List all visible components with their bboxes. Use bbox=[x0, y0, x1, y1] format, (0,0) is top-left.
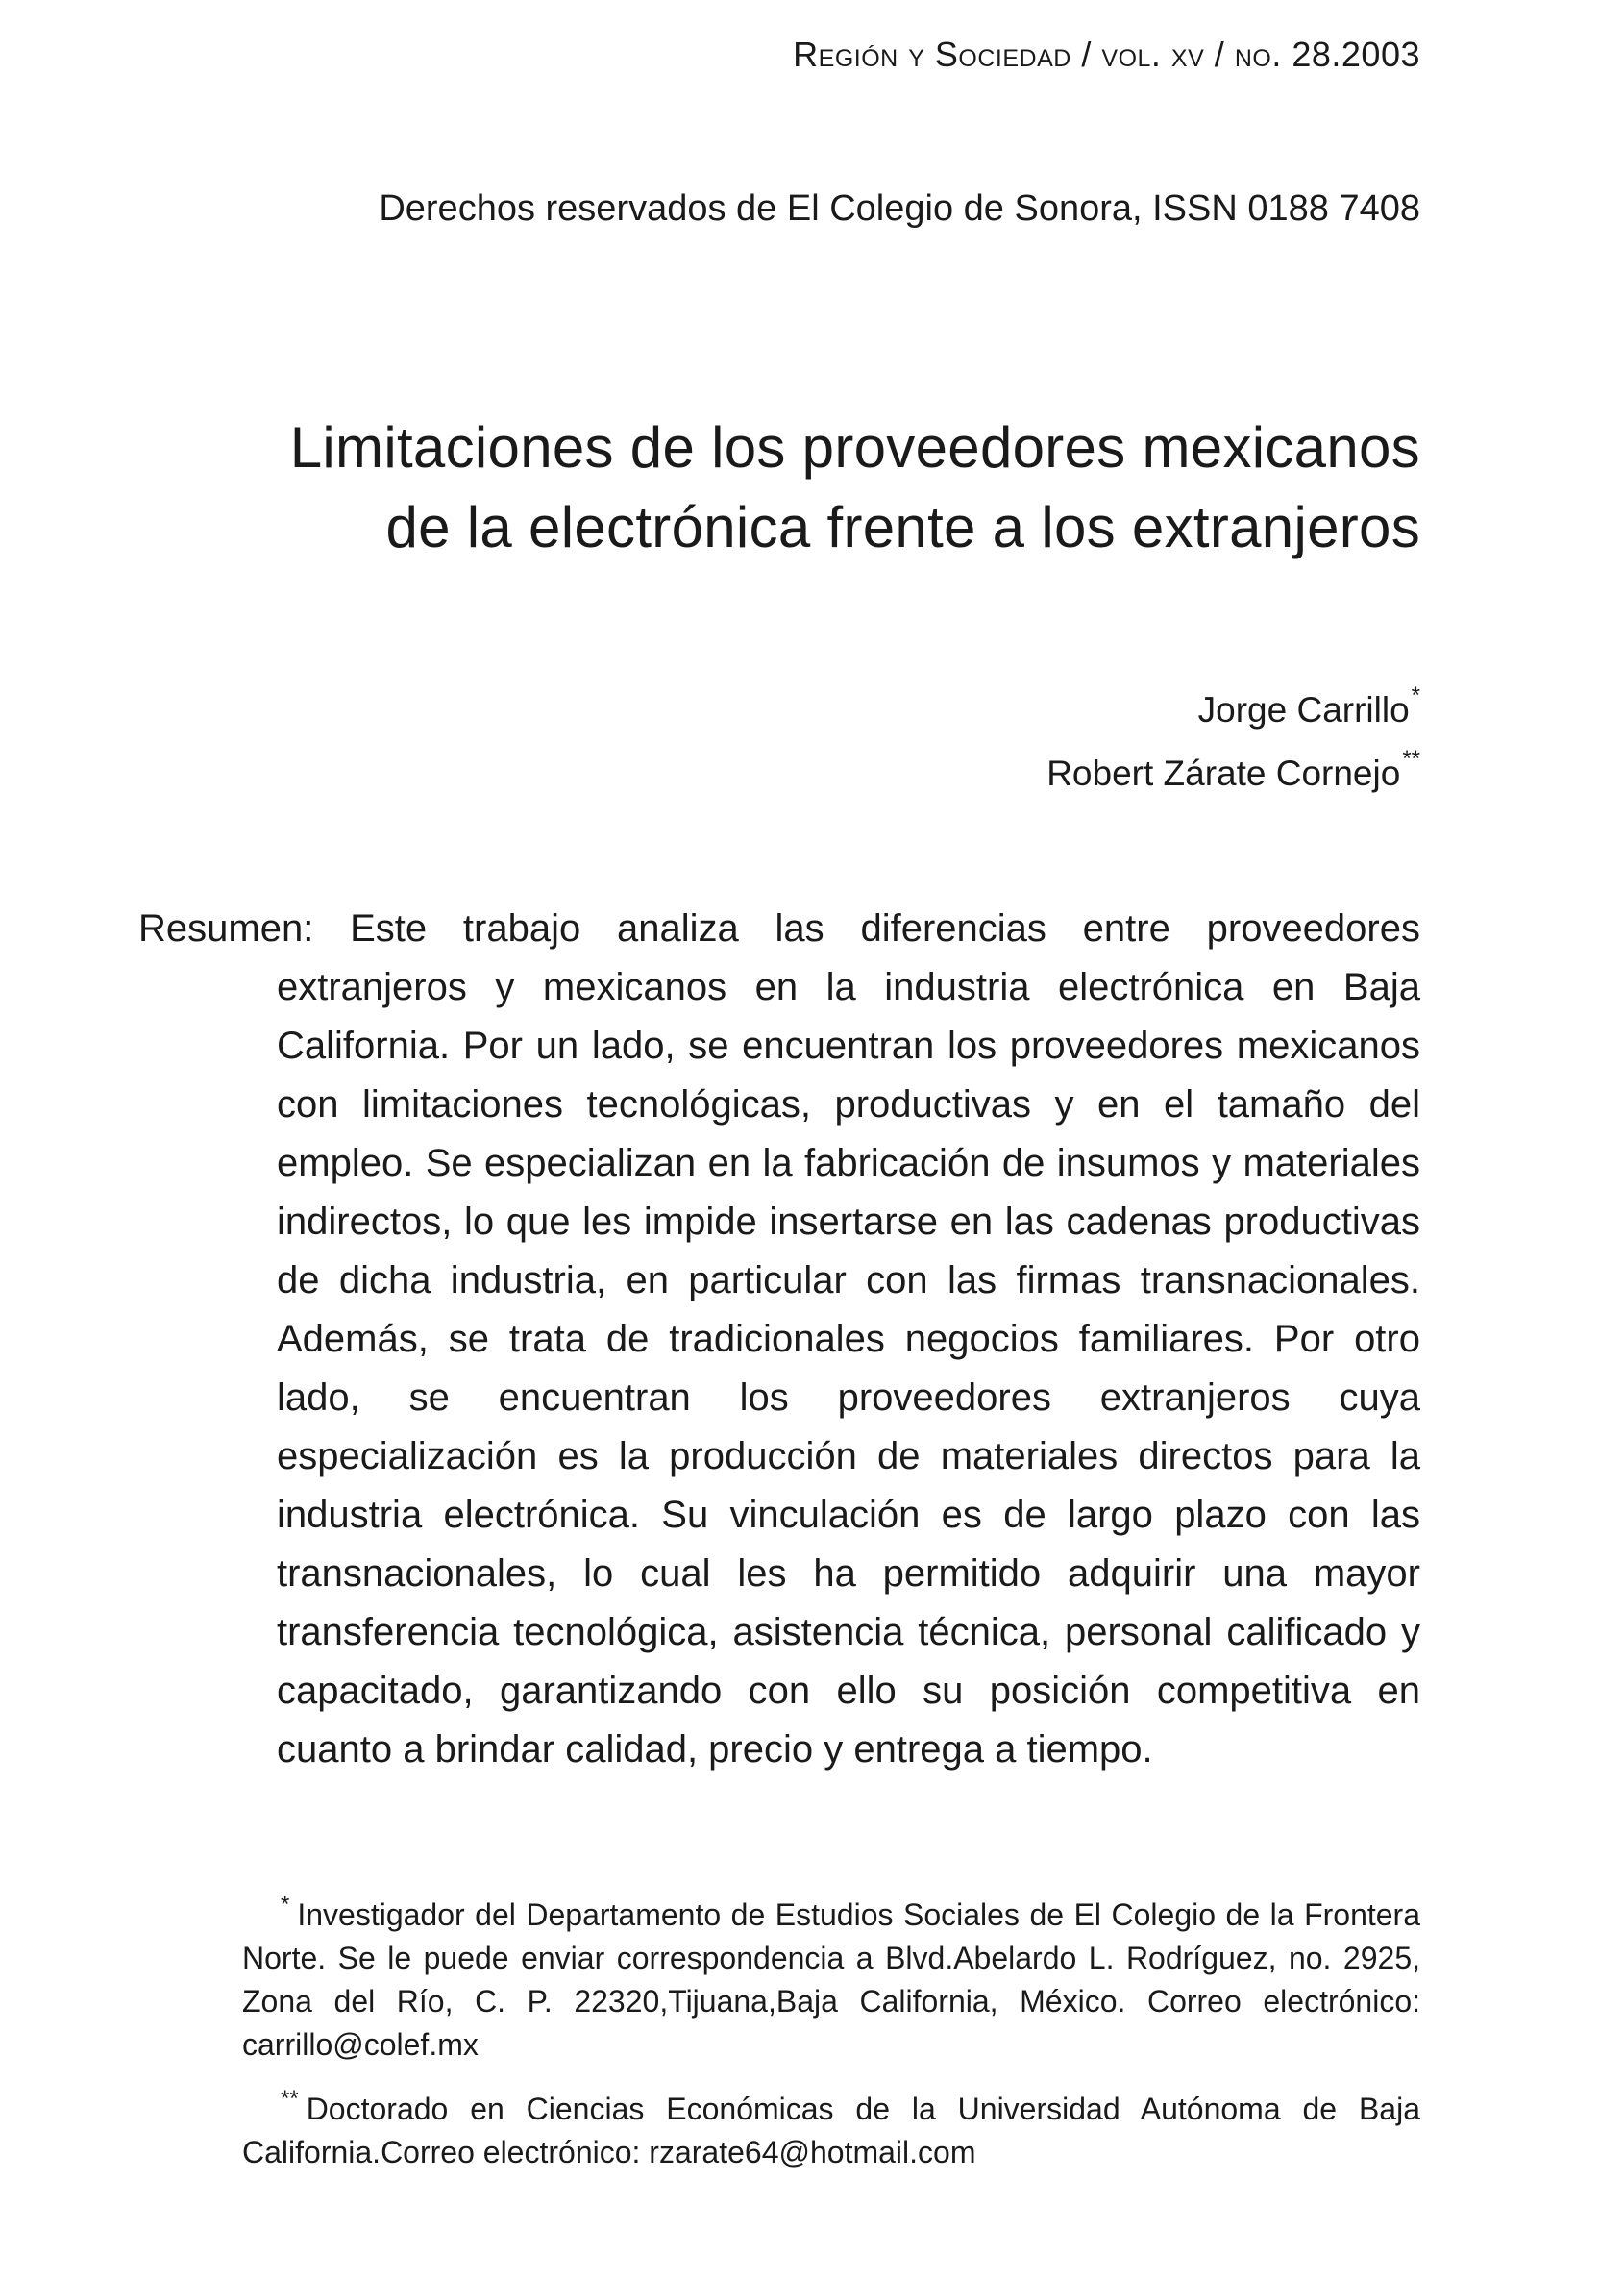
header-separator: / bbox=[1081, 35, 1092, 74]
footnote-mark: * bbox=[281, 1892, 290, 1918]
abstract-text: Este trabajo analiza las diferencias entre proveedores extranjeros y mexicanos en la industria electrónica en Baja California. Por un lado, se encuentran los proveedores mexicanos con limitaciones tecnológicas, productivas y en el tamaño del empleo. Se especializan en la fabricación de insumos y materiales indirectos, lo que les impide insertarse en las cadenas productivas de dicha industria, en particular con las firmas transnacionales. Además, se trata de tradicionales negocios familiares. Por otro lado, se encuentran los proveedores extranjeros cuya especialización es la producción de materiales directos para la industria electrónica. Su vinculación es de largo plazo con las transnacionales, lo cual les ha permitido adquirir una mayor transferencia tecnológica, asistencia técnica, personal calificado y capacitado, garantizando con ello su posición competitiva en cuanto a brindar calidad, precio y entrega a tiempo. bbox=[277, 907, 1420, 1771]
rights-notice: Derechos reservados de El Colegio de Sonora, ISSN 0188 7408 bbox=[379, 188, 1420, 229]
footnote-text: Investigador del Departamento de Estudios Sociales de El Colegio de la Frontera Norte. Se le puede enviar correspondencia a Blvd.Abelardo L. Rodríguez, no. 2925, Zona del Río, C. P. 22320,Tijuana,Baja California, México. Correo electrónico: carrillo@colef.mx bbox=[242, 1897, 1420, 2062]
footnote-text: Doctorado en Ciencias Económicas de la Universidad Autónoma de Baja California.Correo electrónico: rzarate64@hotmail.com bbox=[242, 2092, 1420, 2169]
running-header bbox=[793, 35, 1420, 75]
author-name: Jorge Carrillo bbox=[1197, 690, 1410, 730]
footnote bbox=[242, 2088, 1420, 2174]
abstract-label: Resumen: bbox=[138, 907, 314, 950]
author bbox=[1046, 679, 1420, 742]
article-title bbox=[290, 408, 1420, 567]
journal-volume: vol. xv bbox=[1101, 35, 1205, 74]
header-separator: / bbox=[1214, 35, 1225, 74]
author-footnote-mark: ** bbox=[1402, 746, 1420, 772]
author-name: Robert Zárate Cornejo bbox=[1046, 754, 1401, 793]
author-footnote-mark: * bbox=[1411, 682, 1420, 708]
footnote bbox=[242, 1894, 1420, 2067]
journal-name: Región y Sociedad bbox=[793, 35, 1071, 74]
author-list bbox=[1046, 679, 1420, 805]
footnote-mark: ** bbox=[281, 2086, 299, 2112]
journal-issue-year: 28.2003 bbox=[1292, 35, 1420, 74]
author bbox=[1046, 742, 1420, 805]
journal-number-label: no. bbox=[1234, 35, 1282, 74]
abstract bbox=[138, 900, 1420, 1779]
article-title-line: de la electrónica frente a los extranjeros bbox=[385, 495, 1420, 559]
footnotes bbox=[242, 1894, 1420, 2174]
article-title-line: Limitaciones de los proveedores mexicanos bbox=[289, 415, 1420, 480]
